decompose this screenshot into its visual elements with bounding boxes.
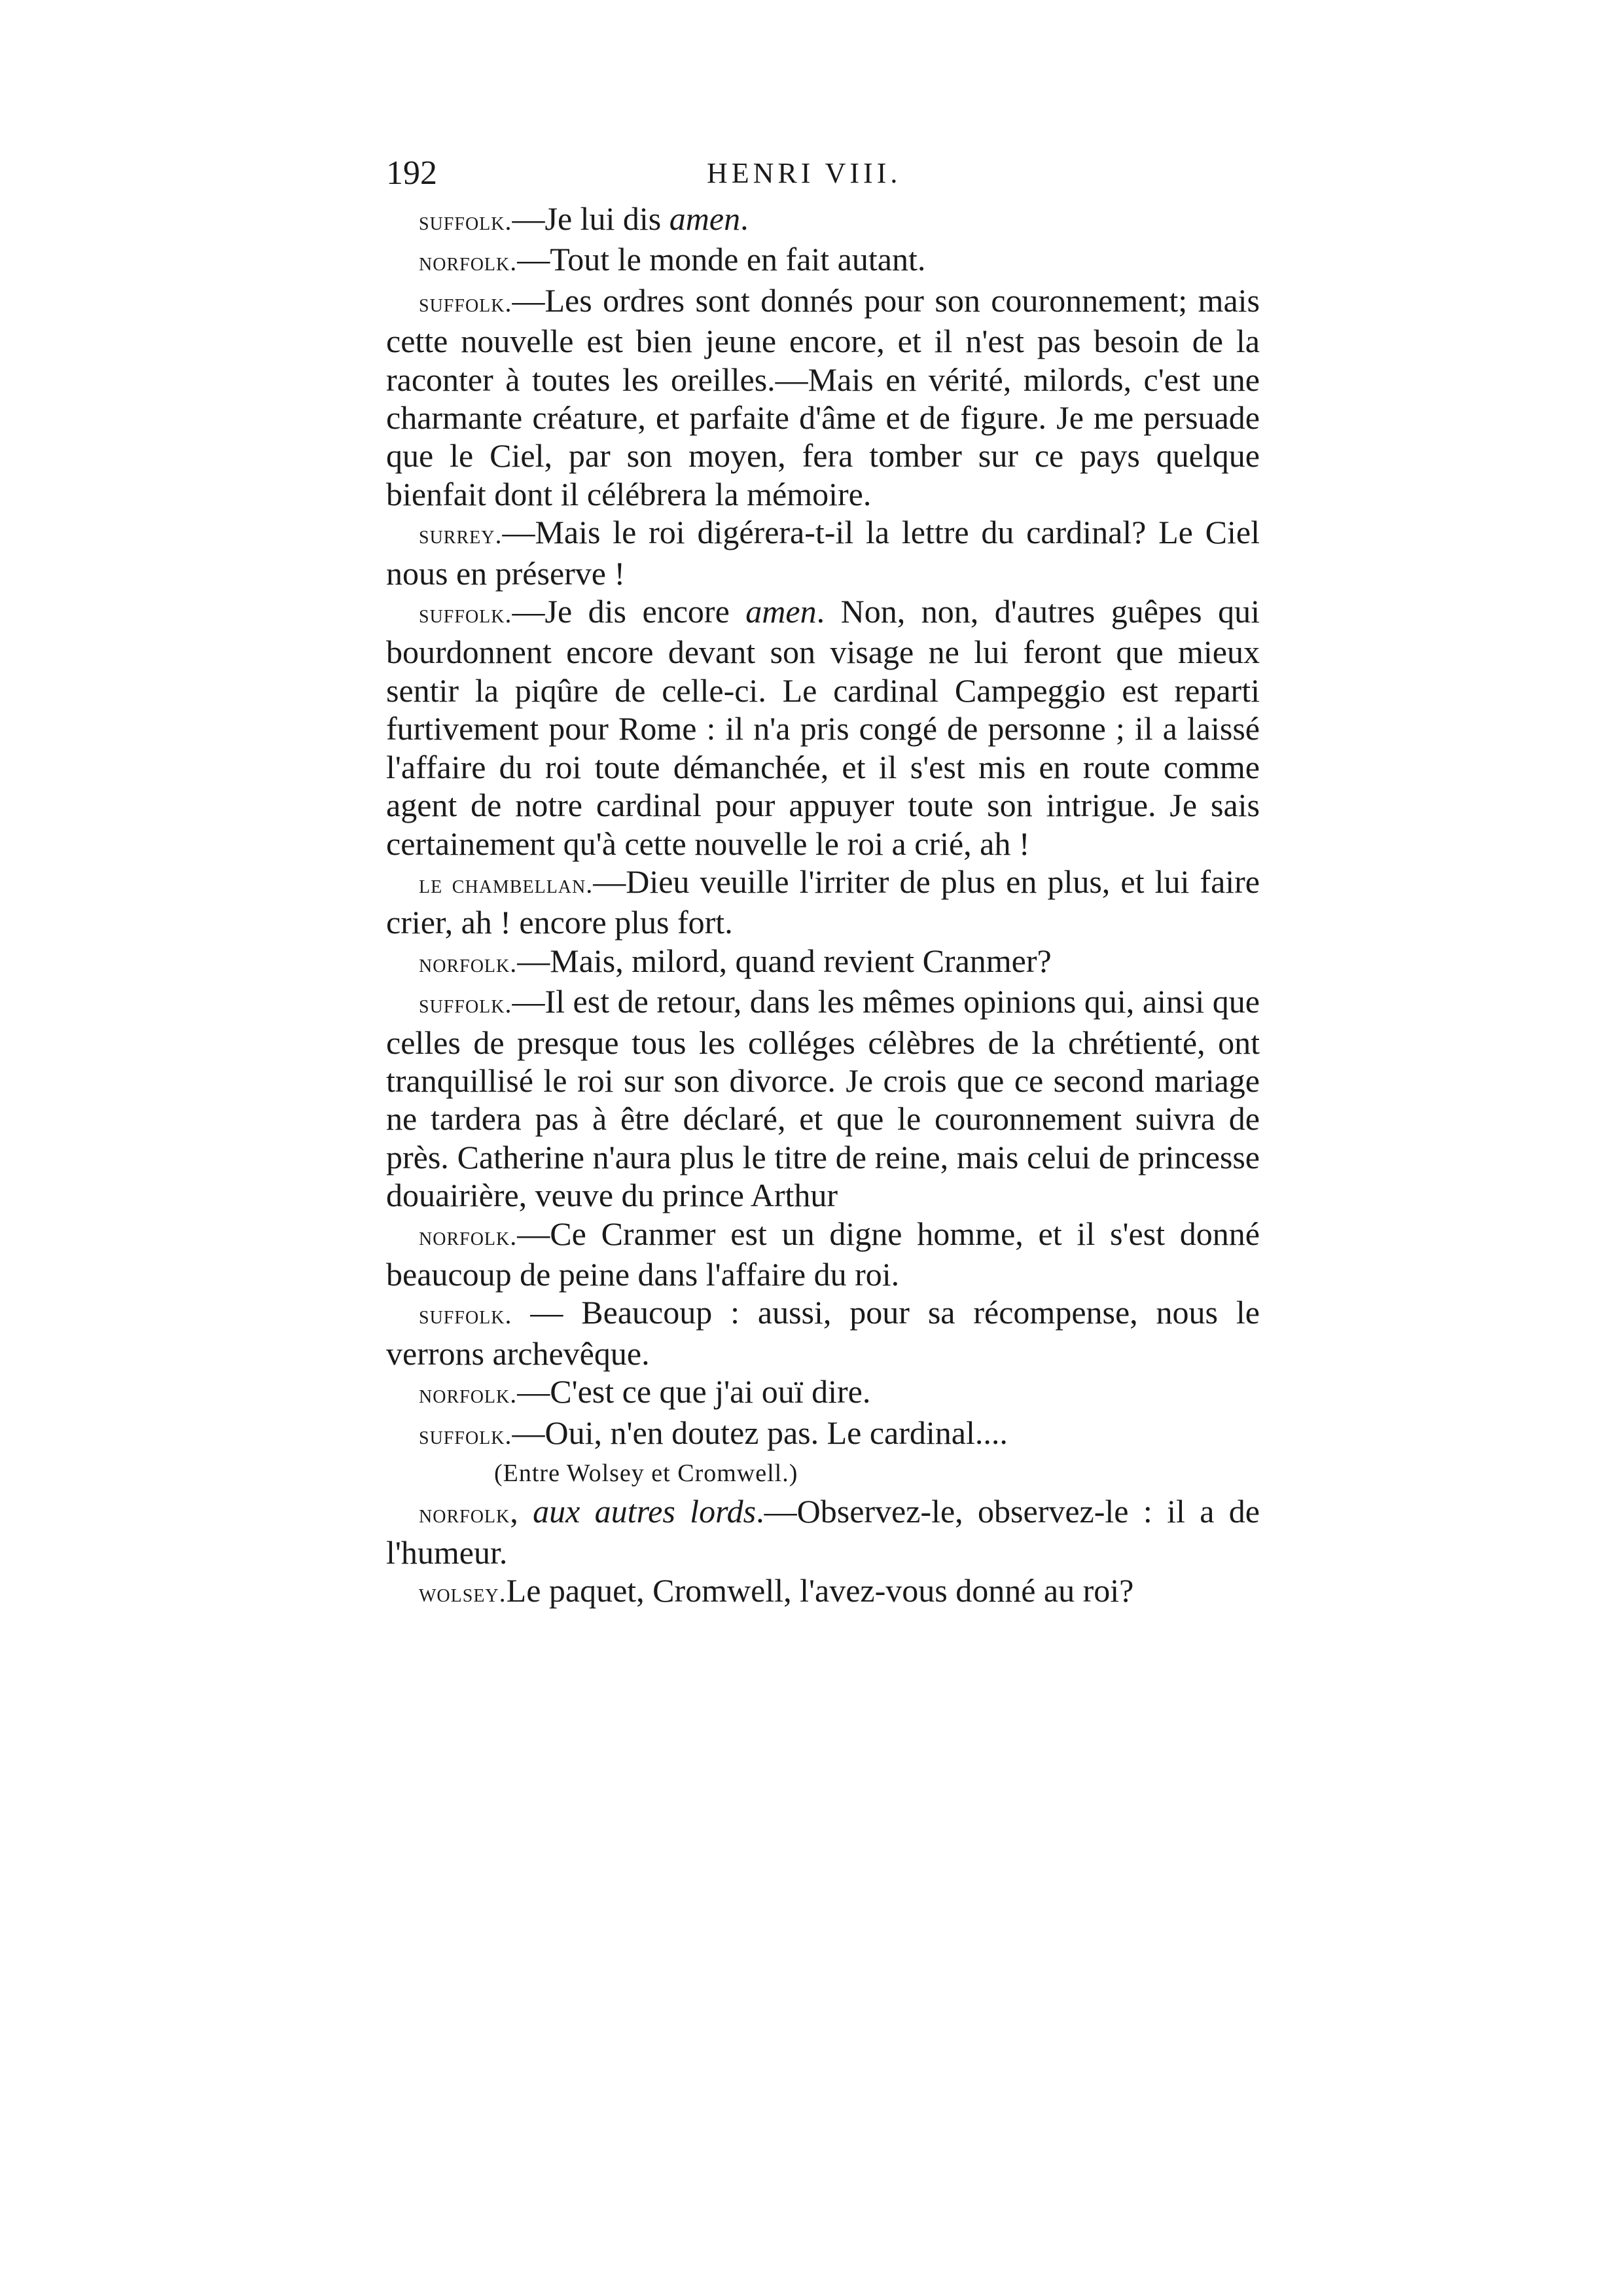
speech-line — [386, 1414, 1260, 1454]
speech-line — [386, 863, 1260, 942]
speech-text: —Mais le roi digérera-t-il la lettre du cardinal? Le Ciel nous en préserve ! — [386, 514, 1260, 592]
speaker-name: norfolk. — [419, 247, 518, 277]
page-number: 192 — [386, 154, 437, 192]
speech-text: , — [510, 1493, 533, 1530]
speech-text: —Ce Cranmer est un digne homme, et il s'est donné beaucoup de peine dans l'affaire du roi. — [386, 1215, 1260, 1293]
stage-direction: (Entre Wolsey et Cromwell.) — [494, 1460, 798, 1487]
speech-emphasis: amen — [745, 593, 817, 630]
speech-line — [386, 592, 1260, 863]
speech-text: —C'est ce que j'ai ouï dire. — [517, 1373, 871, 1410]
speech-text: —Je lui dis — [512, 200, 669, 237]
page-body — [386, 200, 1260, 1613]
speaker-name: norfolk. — [419, 1221, 518, 1251]
speech-emphasis: amen — [669, 200, 741, 237]
speech-line — [386, 1215, 1260, 1294]
speech-line — [386, 1372, 1260, 1413]
speech-line — [386, 982, 1260, 1214]
speech-line — [386, 1571, 1260, 1612]
speech-text: —Il est de retour, dans les mêmes opinions qui, ainsi que celles de presque tous les colléges célèbres de la chrétienté, ont tranquillisé le roi sur son divorce. Je crois que ce second mariage ne tardera pas à être déclaré, et que le couronnement suivra de près. Catherine n'aura plus le titre de reine, mais celui de princesse douairière, veuve du prince Arthur — [386, 983, 1260, 1214]
speech-emphasis: aux autres lords — [533, 1493, 757, 1530]
speech-line — [386, 513, 1260, 592]
speech-line — [386, 200, 1260, 240]
speech-line — [386, 942, 1260, 982]
speaker-name: suffolk. — [419, 989, 512, 1019]
speaker-name: norfolk. — [419, 948, 518, 978]
speech-text: —Les ordres sont donnés pour son couronnement; mais cette nouvelle est bien jeune encore, et il n'est pas besoin de la raconter à toutes les oreilles.—Mais en vérité, milords, c'est une charmante créature, et parfaite d'âme et de figure. Je me persuade que le Ciel, par son moyen, fera tomber sur ce pays quelque bienfait dont il célébrera la mémoire. — [386, 281, 1260, 512]
speech-text: — Beaucoup : aussi, pour sa récompense, nous le verrons archevêque. — [386, 1294, 1260, 1372]
speech-text: —Tout le monde en fait autant. — [517, 241, 926, 278]
speaker-name: norfolk. — [419, 1379, 518, 1409]
speaker-name: surrey. — [419, 520, 503, 550]
speech-text: . — [740, 200, 749, 237]
speech-line — [386, 1492, 1260, 1571]
speech-text: Le paquet, Cromwell, l'avez-vous donné au roi? — [506, 1572, 1134, 1609]
page-header — [386, 147, 1260, 200]
speaker-name: suffolk. — [419, 287, 512, 317]
speaker-name: norfolk — [419, 1499, 510, 1529]
speech-text: —Mais, milord, quand revient Cranmer? — [517, 942, 1052, 979]
speaker-name: suffolk. — [419, 599, 512, 629]
speech-line — [386, 281, 1260, 513]
speaker-name: suffolk. — [419, 206, 512, 236]
speech-text: —Dieu veuille l'irriter de plus en plus, et lui faire crier, ah ! encore plus fort. — [386, 863, 1260, 941]
running-title: HENRI VIII. — [707, 157, 902, 189]
speech-text: . Non, non, d'autres guêpes qui bourdonnent encore devant son visage ne lui feront que mieux sentir la piqûre de celle-ci. Le cardinal Campeggio est reparti furtivement pour Rome : il n'a pris congé de personne ; il a laissé l'affaire du roi toute démanchée, et il s'est mis en route comme agent de notre cardinal pour appuyer toute son intrigue. Je sais certainement qu'à cette nouvelle le roi a crié, ah ! — [386, 593, 1260, 862]
speaker-name: suffolk. — [419, 1300, 512, 1330]
speaker-name: wolsey. — [419, 1578, 507, 1608]
book-page — [386, 147, 1260, 1613]
speech-text: —Je dis encore — [512, 593, 746, 630]
speaker-name: suffolk. — [419, 1420, 512, 1450]
speech-line — [386, 240, 1260, 281]
speaker-name: le chambellan. — [419, 869, 594, 899]
speech-text: —Oui, n'en doutez pas. Le cardinal.... — [512, 1414, 1008, 1451]
speech-line — [386, 1293, 1260, 1372]
speech-text: .—Observez-le, observez-le : il a de l'humeur. — [386, 1493, 1260, 1571]
